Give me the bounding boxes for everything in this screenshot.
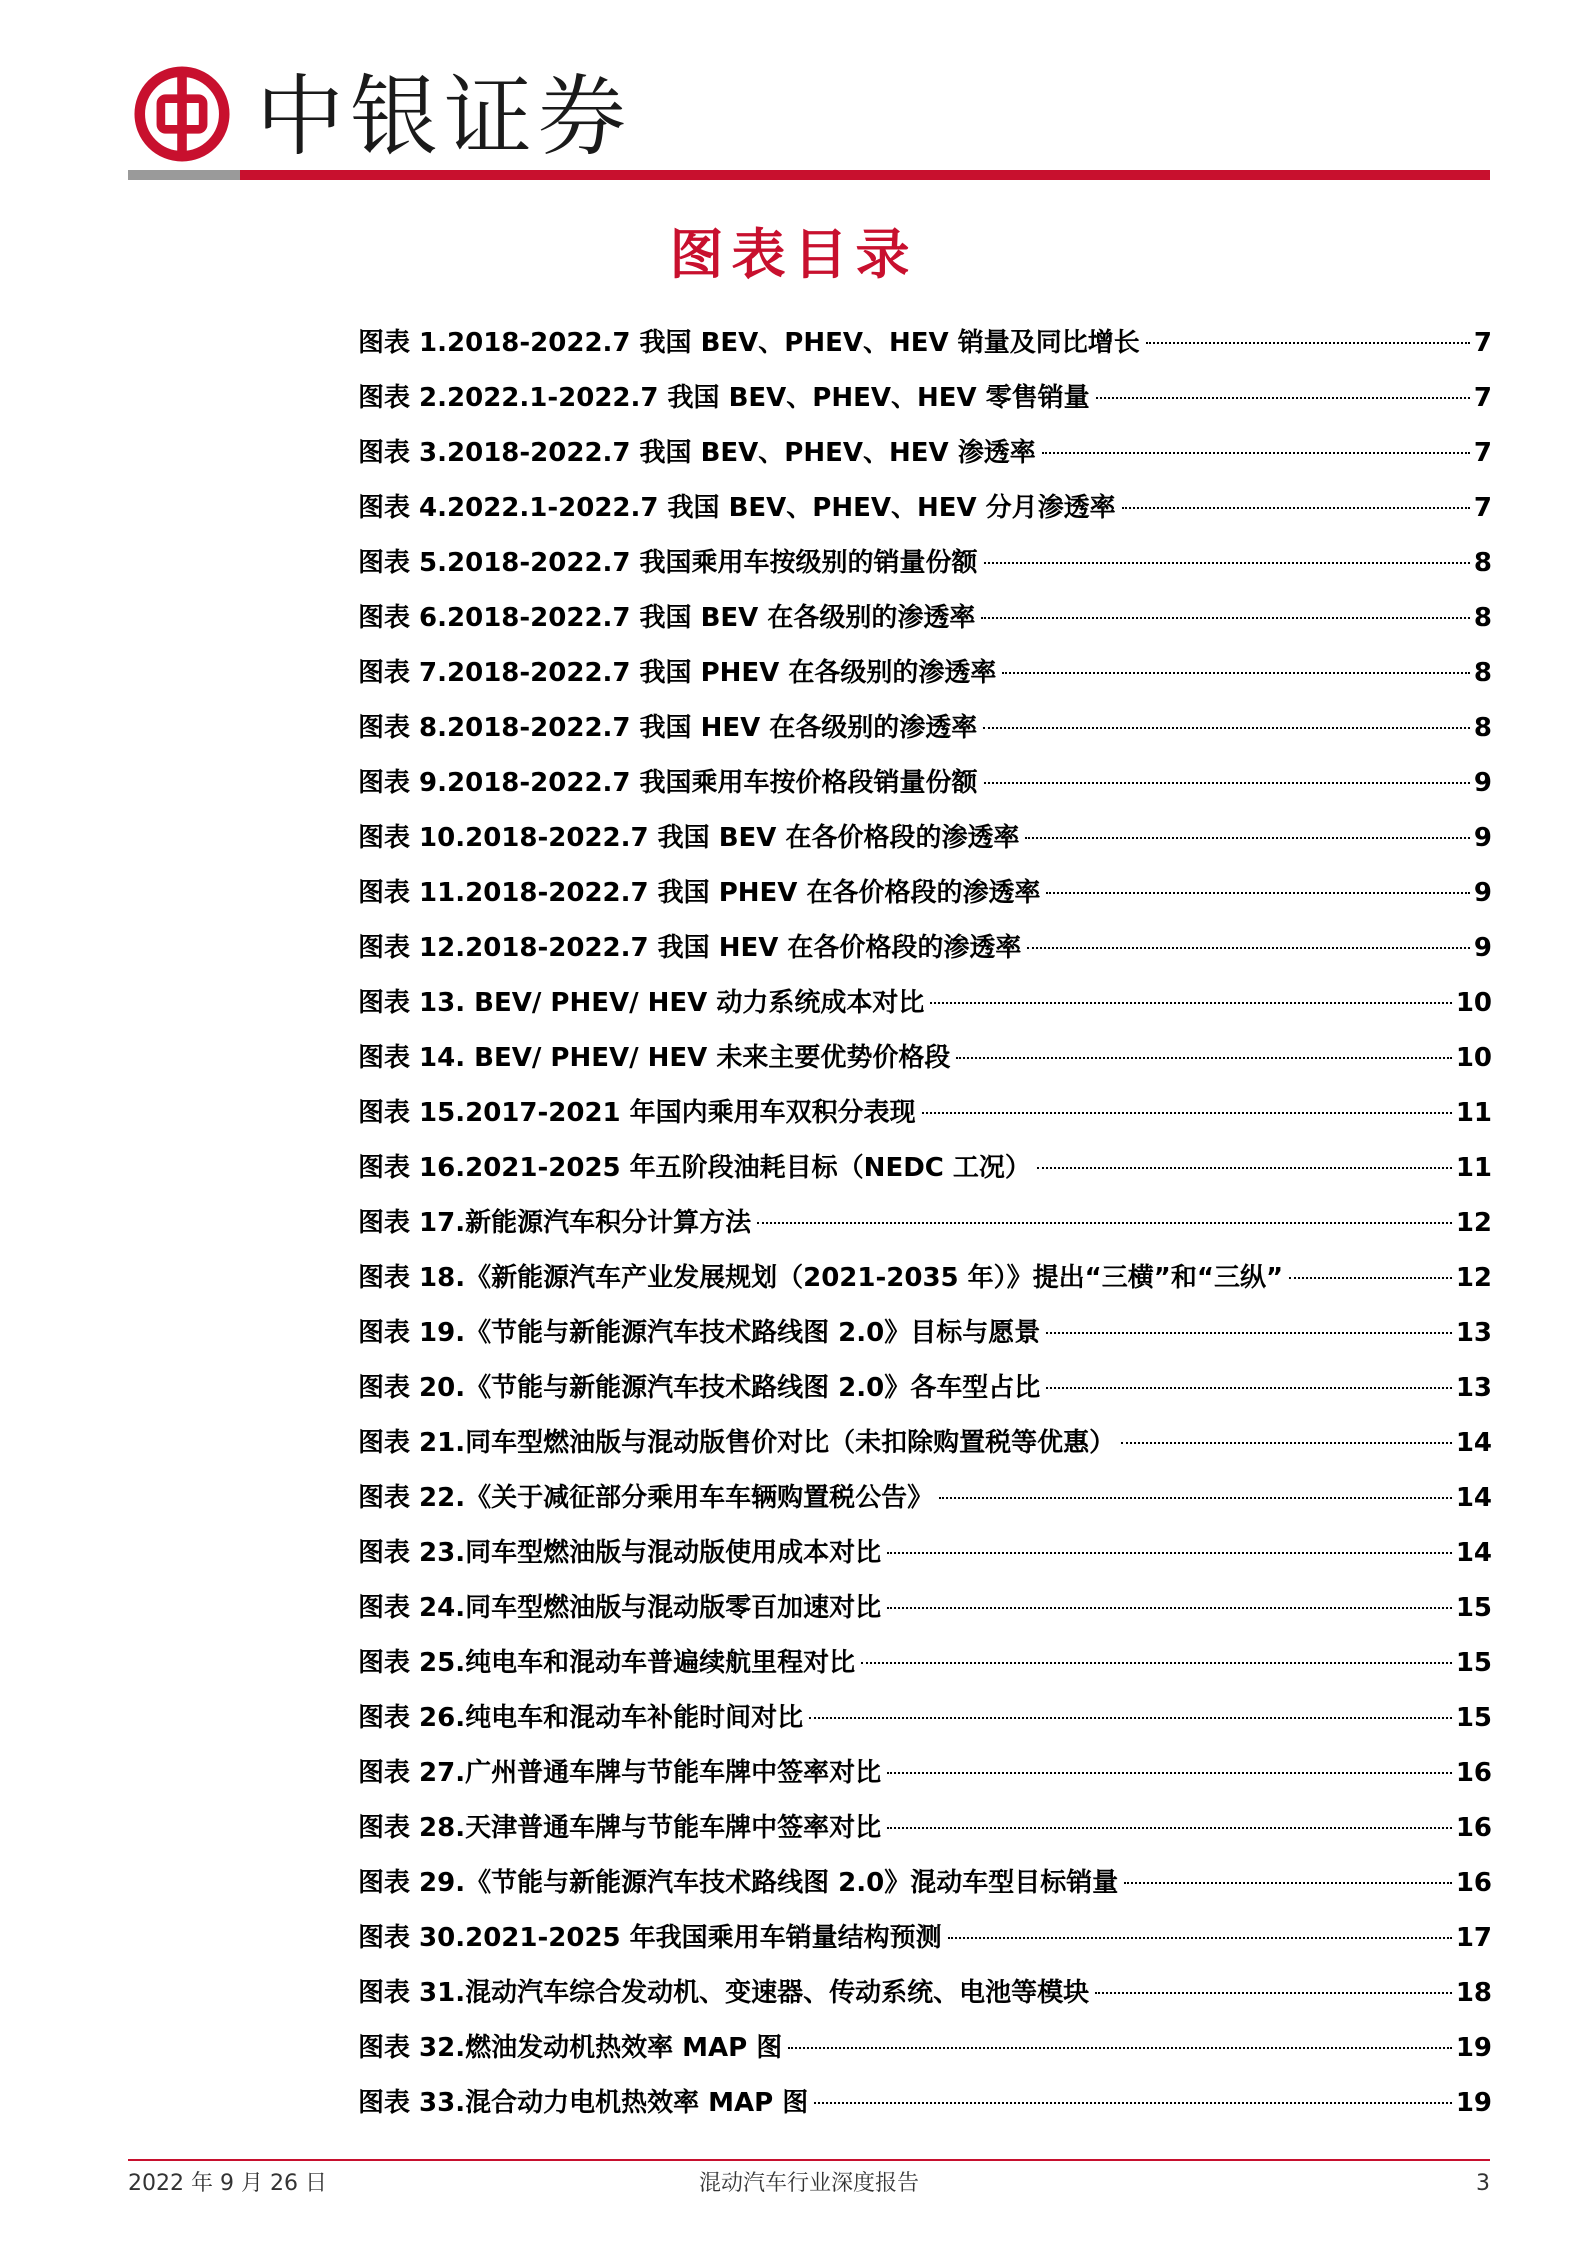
toc-entry[interactable] xyxy=(358,921,1492,976)
toc-entry[interactable] xyxy=(358,1911,1492,1966)
toc-entry[interactable] xyxy=(358,976,1492,1031)
toc-entry[interactable] xyxy=(358,1196,1492,1251)
toc-entry-page: 14 xyxy=(1455,1538,1492,1568)
bank-of-china-logo xyxy=(134,66,230,162)
dot-leader xyxy=(983,727,1470,729)
toc-entry-label: 图表 9.2018-2022.7 我国乘用车按价格段销量份额 xyxy=(358,768,978,798)
toc-title: 图表目录 xyxy=(669,222,918,286)
dot-leader xyxy=(887,1827,1452,1829)
toc-entry[interactable] xyxy=(358,1416,1492,1471)
toc-entry-page: 10 xyxy=(1455,988,1492,1018)
dot-leader xyxy=(1002,672,1470,674)
toc-entry[interactable] xyxy=(358,481,1492,536)
toc-entry-page: 13 xyxy=(1455,1373,1492,1403)
toc-entry[interactable] xyxy=(358,316,1492,371)
dot-leader xyxy=(984,782,1470,784)
toc-entry-label: 图表 5.2018-2022.7 我国乘用车按级别的销量份额 xyxy=(358,548,978,578)
toc-entry-label: 图表 7.2018-2022.7 我国 PHEV 在各级别的渗透率 xyxy=(358,658,997,688)
dot-leader xyxy=(1146,342,1470,344)
toc-entry-page: 12 xyxy=(1455,1208,1492,1238)
toc-entry-page: 16 xyxy=(1455,1813,1492,1843)
toc-entry-page: 9 xyxy=(1473,768,1492,798)
toc-entry-label: 图表 26.纯电车和混动车补能时间对比 xyxy=(358,1703,804,1733)
dot-leader xyxy=(930,1002,1451,1004)
toc-entry[interactable] xyxy=(358,371,1492,426)
dot-leader xyxy=(1289,1277,1452,1279)
header-divider-red xyxy=(240,170,1490,180)
toc-entry[interactable] xyxy=(358,591,1492,646)
toc-entry-page: 7 xyxy=(1473,328,1492,358)
toc-entry-page: 19 xyxy=(1455,2088,1492,2118)
toc-entry-page: 9 xyxy=(1473,823,1492,853)
toc-entry-page: 15 xyxy=(1455,1648,1492,1678)
toc-entry-label: 图表 8.2018-2022.7 我国 HEV 在各级别的渗透率 xyxy=(358,713,978,743)
dot-leader xyxy=(1122,507,1470,509)
toc-entry-page: 8 xyxy=(1473,548,1492,578)
toc-entry-label: 图表 18.《新能源汽车产业发展规划（2021-2035 年）》提出“三横”和“三纵” xyxy=(358,1263,1284,1293)
toc-entry[interactable] xyxy=(358,1966,1492,2021)
dot-leader xyxy=(981,617,1470,619)
dot-leader xyxy=(1046,892,1469,894)
dot-leader xyxy=(1037,1167,1452,1169)
report-date: 2022 年 9 月 26 日 xyxy=(128,2171,327,2196)
toc-entry[interactable] xyxy=(358,866,1492,921)
toc-entry-page: 11 xyxy=(1455,1098,1492,1128)
toc-entry-label: 图表 19.《节能与新能源汽车技术路线图 2.0》目标与愿景 xyxy=(358,1318,1041,1348)
toc-entry-page: 8 xyxy=(1473,603,1492,633)
toc-entry-page: 9 xyxy=(1473,878,1492,908)
toc-entry-label: 图表 4.2022.1-2022.7 我国 BEV、PHEV、HEV 分月渗透率 xyxy=(358,493,1116,523)
dot-leader xyxy=(1046,1332,1452,1334)
toc-entry-label: 图表 21.同车型燃油版与混动版售价对比（未扣除购置税等优惠） xyxy=(358,1428,1116,1458)
toc-entry[interactable] xyxy=(358,1086,1492,1141)
toc-entry-page: 8 xyxy=(1473,658,1492,688)
toc-entry[interactable] xyxy=(358,2076,1492,2131)
toc-entry[interactable] xyxy=(358,811,1492,866)
toc-entry-page: 13 xyxy=(1455,1318,1492,1348)
toc-entry[interactable] xyxy=(358,1361,1492,1416)
toc-entry-label: 图表 20.《节能与新能源汽车技术路线图 2.0》各车型占比 xyxy=(358,1373,1041,1403)
toc-entry-page: 11 xyxy=(1455,1153,1492,1183)
toc-entry-label: 图表 6.2018-2022.7 我国 BEV 在各级别的渗透率 xyxy=(358,603,976,633)
toc-entry[interactable] xyxy=(358,1801,1492,1856)
toc-entry-label: 图表 3.2018-2022.7 我国 BEV、PHEV、HEV 渗透率 xyxy=(358,438,1036,468)
toc-entry-page: 7 xyxy=(1473,383,1492,413)
toc-entry-page: 9 xyxy=(1473,933,1492,963)
toc-entry-label: 图表 17.新能源汽车积分计算方法 xyxy=(358,1208,752,1238)
dot-leader xyxy=(861,1662,1452,1664)
toc-entry-label: 图表 25.纯电车和混动车普遍续航里程对比 xyxy=(358,1648,856,1678)
report-title: 混动汽车行业深度报告 xyxy=(698,2171,919,2196)
toc-entry-page: 14 xyxy=(1455,1483,1492,1513)
dot-leader xyxy=(887,1607,1452,1609)
dot-leader xyxy=(1042,452,1470,454)
toc-entry[interactable] xyxy=(358,1251,1492,1306)
toc-entry-page: 19 xyxy=(1455,2033,1492,2063)
toc-entry-label: 图表 14. BEV/ PHEV/ HEV 未来主要优势价格段 xyxy=(358,1043,951,1073)
dot-leader xyxy=(1095,1992,1452,1994)
toc-entry-label: 图表 11.2018-2022.7 我国 PHEV 在各价格段的渗透率 xyxy=(358,878,1041,908)
toc-list xyxy=(358,316,1492,2131)
toc-entry-label: 图表 27.广州普通车牌与节能车牌中签率对比 xyxy=(358,1758,882,1788)
toc-entry[interactable] xyxy=(358,1471,1492,1526)
dot-leader xyxy=(1046,1387,1452,1389)
toc-entry-page: 7 xyxy=(1473,493,1492,523)
toc-entry[interactable] xyxy=(358,1031,1492,1086)
toc-entry-page: 7 xyxy=(1473,438,1492,468)
toc-entry-label: 图表 13. BEV/ PHEV/ HEV 动力系统成本对比 xyxy=(358,988,925,1018)
toc-entry[interactable] xyxy=(358,1636,1492,1691)
toc-entry[interactable] xyxy=(358,2021,1492,2076)
dot-leader xyxy=(887,1772,1452,1774)
toc-entry-label: 图表 32.燃油发动机热效率 MAP 图 xyxy=(358,2033,783,2063)
toc-entry-label: 图表 22.《关于减征部分乘用车车辆购置税公告》 xyxy=(358,1483,934,1513)
toc-entry[interactable] xyxy=(358,701,1492,756)
toc-entry-label: 图表 28.天津普通车牌与节能车牌中签率对比 xyxy=(358,1813,882,1843)
toc-entry-label: 图表 15.2017-2021 年国内乘用车双积分表现 xyxy=(358,1098,916,1128)
toc-entry[interactable] xyxy=(358,1746,1492,1801)
toc-entry-label: 图表 23.同车型燃油版与混动版使用成本对比 xyxy=(358,1538,882,1568)
page-header xyxy=(128,58,1490,186)
toc-entry[interactable] xyxy=(358,1141,1492,1196)
toc-entry-page: 8 xyxy=(1473,713,1492,743)
dot-leader xyxy=(922,1112,1452,1114)
toc-entry-label: 图表 24.同车型燃油版与混动版零百加速对比 xyxy=(358,1593,882,1623)
toc-entry-label: 图表 30.2021-2025 年我国乘用车销量结构预测 xyxy=(358,1923,942,1953)
toc-entry[interactable] xyxy=(358,1306,1492,1361)
dot-leader xyxy=(1025,837,1469,839)
toc-entry-label: 图表 2.2022.1-2022.7 我国 BEV、PHEV、HEV 零售销量 xyxy=(358,383,1090,413)
dot-leader xyxy=(1124,1882,1452,1884)
dot-leader xyxy=(1121,1442,1452,1444)
dot-leader xyxy=(1096,397,1470,399)
toc-entry-label: 图表 16.2021-2025 年五阶段油耗目标（NEDC 工况） xyxy=(358,1153,1031,1183)
toc-entry-label: 图表 33.混合动力电机热效率 MAP 图 xyxy=(358,2088,809,2118)
toc-entry-page: 15 xyxy=(1455,1703,1492,1733)
dot-leader xyxy=(939,1497,1452,1499)
page-footer xyxy=(128,2166,1490,2206)
dot-leader xyxy=(887,1552,1452,1554)
dot-leader xyxy=(788,2047,1452,2049)
toc-entry[interactable] xyxy=(358,426,1492,481)
toc-entry-page: 16 xyxy=(1455,1868,1492,1898)
page-number: 3 xyxy=(1476,2171,1490,2196)
toc-entry-page: 12 xyxy=(1455,1263,1492,1293)
dot-leader xyxy=(1027,947,1470,949)
toc-entry-label: 图表 31.混动汽车综合发动机、变速器、传动系统、电池等模块 xyxy=(358,1978,1090,2008)
toc-entry-label: 图表 12.2018-2022.7 我国 HEV 在各价格段的渗透率 xyxy=(358,933,1022,963)
toc-entry-page: 10 xyxy=(1455,1043,1492,1073)
toc-entry-page: 14 xyxy=(1455,1428,1492,1458)
toc-entry[interactable] xyxy=(358,646,1492,701)
dot-leader xyxy=(984,562,1470,564)
brand-name: 中银证券 xyxy=(256,65,633,168)
header-divider xyxy=(128,170,1490,180)
toc-entry[interactable] xyxy=(358,756,1492,811)
dot-leader xyxy=(757,1222,1452,1224)
toc-entry-page: 18 xyxy=(1455,1978,1492,2008)
toc-entry[interactable] xyxy=(358,1856,1492,1911)
toc-entry[interactable] xyxy=(358,1526,1492,1581)
dot-leader xyxy=(809,1717,1452,1719)
toc-entry[interactable] xyxy=(358,1581,1492,1636)
toc-entry[interactable] xyxy=(358,1691,1492,1746)
dot-leader xyxy=(948,1937,1452,1939)
toc-entry[interactable] xyxy=(358,536,1492,591)
dot-leader xyxy=(956,1057,1451,1059)
toc-entry-label: 图表 1.2018-2022.7 我国 BEV、PHEV、HEV 销量及同比增长 xyxy=(358,328,1140,358)
toc-entry-page: 17 xyxy=(1455,1923,1492,1953)
footer-divider xyxy=(128,2159,1490,2161)
toc-entry-page: 16 xyxy=(1455,1758,1492,1788)
header-divider-grey xyxy=(128,170,240,180)
dot-leader xyxy=(814,2102,1452,2104)
toc-entry-page: 15 xyxy=(1455,1593,1492,1623)
toc-entry-label: 图表 29.《节能与新能源汽车技术路线图 2.0》混动车型目标销量 xyxy=(358,1868,1119,1898)
toc-entry-label: 图表 10.2018-2022.7 我国 BEV 在各价格段的渗透率 xyxy=(358,823,1020,853)
